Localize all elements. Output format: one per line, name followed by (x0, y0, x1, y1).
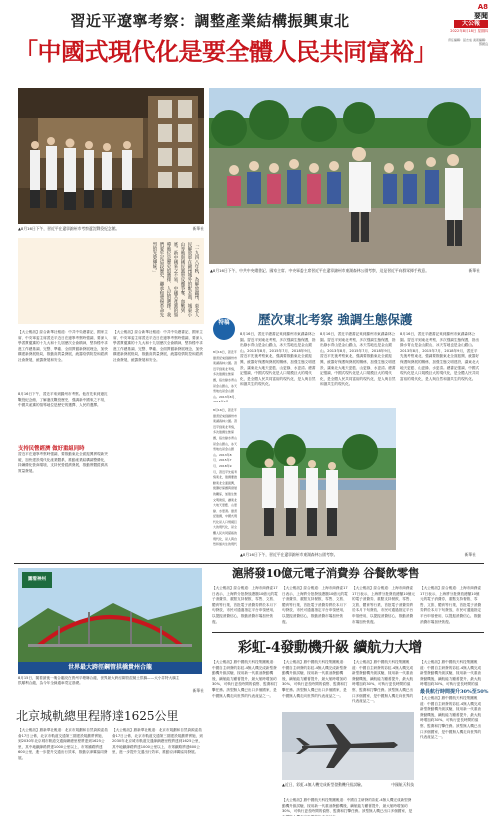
shenzhou-logo (22, 572, 52, 588)
feature-body-col-1: 8月16日，習近平總書記來到錦州市東湖森林公園。習近平到東北考察，多次強調生態保護，指出綠水青山是金山銀山，冰天雪地也是金山銀山。2013年8月、2015年7月、2018年9月，習近平先後考察東北，強調要推動東北全面振興，統籌好保護與發展的關係，加強生態文明建設，讓東北大地天更藍、山更綠、水更清。總書記強調，中國式現代化是人口規模巨大的現代化，是全體人民共同富裕的現代化，是人與自然和諧共生的現代化。 (240, 332, 316, 387)
park-caption-credit: 新華社 (468, 268, 480, 273)
section-name: 要聞 (474, 11, 488, 20)
feature-body-col-5: 8月16日，習近平總書記來到錦州市東湖森林公園。習近平到東北考察，多次強調生態保護，指出綠水青山是金山銀山，冰天雪地也是金山銀山。2013年8月、2015年7月、2018年9月，習近平先後考察東北，強調要推動東北全面振興，統籌好保護與發展的關係，加強生態文明建設，讓東北大地天更藍、山更綠、水更清。總書記強調，中國式現代化是人口規模巨大的現代化，是全體人民共同富裕的現代化，是人與自然和諧共生的現代 (213, 408, 237, 547)
museum-photo-caption (18, 226, 204, 232)
shenzhou-logo-text: 圖看神州 (28, 577, 46, 582)
uav-caption-credit: 中國航天科技 (391, 782, 414, 787)
lead-kicker: 習近平遼寧考察：調整產業結構振興東北 (70, 12, 350, 30)
feature-caption-text: ▲8月16日下午，習近平在遼寧錦州市東湖森林公園考察。 (240, 552, 338, 557)
consumer-body-col-2: 【大公報訊】綜合報道：上海市商務委17日表示，上海將分批發放總額10億元的電子消費券，重點支持餐飲、零售、文旅、體育等行業，首批電子消費券將於本月下旬發放，市民可通過指定平台申領使用，以提振消費信心，推動消費市場加快恢復。 (282, 586, 348, 624)
lead-body-col-1: 【大公報訊】綜合新華社報道：中共中央總書記、國家主席、中央軍委主席習近平近日在遼寧考察時強調，要深入學習貫徹黨的十九大和十九屆歷次全會精神，堅持穩中求進工作總基調，完整、準確、全面貫徹新發展理念，加快構建新發展格局，推動高質量發展，統籌疫情防控和經濟社會發展，統籌發展和安全。 (18, 330, 108, 362)
uav-caption-text: ▲近日，彩虹-4無人機完成新型發動機升級試驗。 (282, 782, 365, 787)
section-code: A8 (477, 3, 488, 11)
museum-caption-credit: 新華社 (192, 226, 204, 231)
quote-box (18, 238, 204, 324)
consumer-body-col-1: 【大公報訊】綜合報道：上海市商務委17日表示，上海將分批發放總額10億元的電子消費券，重點支持餐飲、零售、文旅、體育等行業，首批電子消費券將於本月下旬發放，市民可通過指定平台申領使用，以提振消費信心，推動消費市場加快恢復。 (212, 586, 278, 624)
feature-caption-credit: 新華社 (464, 552, 476, 557)
editor-line: 責任編輯：屈志成 美術編輯：鄧國良 (448, 38, 488, 46)
museum-caption-text: ▲8月16日下午，習近平在遼寧錦州市考察遼沈戰役紀念館。 (18, 226, 120, 231)
feature-title: 歷次東北考察 強調生態保護 (258, 312, 413, 327)
park-caption-text: ▲8月16日下午，中共中央總書記、國家主席、中央軍委主席習近平在遼寧錦州市東湖森林公園考察，這是習近平向群眾揮手致意。 (210, 268, 429, 273)
tech-body-col-1: 【大公報訊】據中國航天科技集團報道：中國自主研發的彩虹-4無人機完成新型發動機升級試驗，採用新一代重油發動機後，續航能力顯著提升，最大航時增加約30%，可執行更長時間的偵察、監測和打擊任務。該型無人機已出口多個國家，是中國無人機走向世界的代表產品之一。 (212, 660, 278, 698)
park-photo-caption (210, 268, 480, 280)
tech-body-col-4: 【大公報訊】據中國航天科技集團報道：中國自主研發的彩虹-4無人機完成新型發動機升級試驗，採用新一代重油發動機後，續航能力顯著提升，最大航時增加約30%，可執行更長時間的偵 (420, 660, 482, 686)
tech-body-col-5: 【大公報訊】據中國航天科技集團報道：中國自主研發的彩虹-4無人機完成新型發動機升級試驗，採用新一代重油發動機後，續航能力顯著提升，最大航時增加約30%，可執行更長時間的偵察、監測和打擊任務。該型無人機已出口多個國家，是中國無人機走向世界的代表產品之一。 (420, 696, 482, 740)
lead-body-col-3: 習近平在遼寧考察時強調，要推動東北全面振興實現新突破，加快建設現代化產業體系，推動產業結構調整優化，持續優化營商環境，支持民營經濟發展，推動實體經濟高質量發展。 (18, 452, 108, 473)
shenzhou-credit: 新華社 (192, 688, 204, 693)
feature-photo (240, 408, 396, 550)
tech-subhead: 最長航行時間提升30%至50% (420, 689, 489, 695)
lead-body-col-4: 【大公報訊】綜合新華社報道：中共中央總書記、國家主席、中央軍委主席習近平近日在遼寧考察時強調，要深入學習貫徹黨的十九大和十九屆歷次全會精神，堅持穩中求進工作總基調，完整、準確、全面貫徹新發展理念，加快構建新發展格局，推動高質量發展，統籌疫情防控和經濟社會發展，統籌發展和安全。 (113, 330, 203, 362)
rail-title: 北京城軌總里程將達1625公里 (16, 709, 179, 723)
park-photo (209, 88, 481, 264)
feature-badge (213, 318, 235, 340)
tech-title: 彩虹-4發動機升級 續航力大增 (238, 640, 422, 656)
feature-body-col-2: 8月16日，習近平總書記來到錦州市東湖森林公園。習近平到東北考察，多次強調生態保護，指出綠水青山是金山銀山，冰天雪地也是金山銀山。2013年8月、2015年7月、2018年9月，習近平先後考察東北，強調要推動東北全面振興，統籌好保護與發展的關係，加強生態文明建設，讓東北大地天更藍、山更綠、水更清。總書記強調，中國式現代化是人口規模巨大的現代化，是全體人民共同富裕的現代化，是人與自然和諧共生的現代化。 (320, 332, 396, 387)
consumer-body-col-3: 【大公報訊】綜合報道：上海市商務委17日表示，上海將分批發放總額10億元的電子消費券，重點支持餐飲、零售、文旅、體育等行業，首批電子消費券將於本月下旬發放，市民可通過指定平台申領使用，以提振消費信心，推動消費市場加快恢復。 (352, 586, 416, 624)
uav-photo (282, 712, 414, 780)
section-divider (14, 563, 484, 564)
quote-text: 「一九四八年秋，為解放錦州，東北人民解放軍在錦州城外的配水池、城東小山等地與國民黨軍反覆爭奪，血戰到底。新中國來之不易，中國共產黨的領導地位是歷史的選擇、人民的選擇。我們要牢記這段歷史，繼承和發揚革命先烈的光榮傳統。」 (152, 242, 199, 317)
lead-headline: 「中國式現代化是要全體人民共同富裕」 (14, 37, 437, 66)
consumer-title: 滬將發10億元電子消費券 谷餐飲零售 (232, 566, 420, 580)
tech-body-col-2: 【大公報訊】據中國航天科技集團報道：中國自主研發的彩虹-4無人機完成新型發動機升級試驗，採用新一代重油發動機後，續航能力顯著提升，最大航時增加約30%，可執行更長時間的偵察、監測和打擊任務。該型無人機已出口多個國家，是中國無人機走向世界的代表產品之一。 (282, 660, 348, 698)
rail-body-col-2: 【大公報訊】據新華社報道：北京市規劃和自然資源委員會17日公佈，北京市軌道交通第三期建設規劃將實施，到2030年北京城市軌道交通線網總里程將達到1625公里，其中地鐵線路將達1000公里以上，市郊鐵路將達600公里，進一步提升交通出行效率，推動京津冀協同發展。 (112, 728, 203, 755)
feature-body-col-4: 8月16日，習近平總書記來到錦州市東湖森林公園。習近平到東北考察，多次強調生態保護，指出綠水青山是金山銀山，冰天雪地也是金山銀山。2013年8月、 (213, 350, 238, 399)
rail-body-col-1: 【大公報訊】據新華社報道：北京市規劃和自然資源委員會17日公佈，北京市軌道交通第三期建設規劃將實施，到2030年北京城市軌道交通線網總里程將達到1625公里，其中地鐵線路將達1000公里以上，市郊鐵路將達600公里，進一步提升交通出行效率，推動京津冀協同發展。 (18, 728, 108, 760)
tech-body-col-6: 【大公報訊】據中國航天科技集團報道：中國自主研發的彩虹-4無人機完成新型發動機升級試驗，採用新一代重油發動機後，續航能力顯著提升，最大航時增加約30%，可執行更長時間的偵察、監測和打擊任務。該型無人機已出口多個國家，是 (282, 798, 413, 814)
lead-body-col-2: 8月16日下午，習近平來到錦州市考察。他首先來到遼沈戰役紀念館，了解遼沈戰役歷史，強調新中國來之不易，中國共產黨的領導地位是歷史的選擇、人民的選擇。 (18, 392, 108, 408)
shenzhou-block (18, 568, 202, 674)
uav-photo-caption (282, 782, 414, 796)
feature-body-col-3: 8月16日，習近平總書記來到錦州市東湖森林公園。習近平到東北考察，多次強調生態保護，指出綠水青山是金山銀山，冰天雪地也是金山銀山。2013年8月、2015年7月、2018年9月，習近平先後考察東北，強調要推動東北全面振興，統籌好保護與發展的關係，加強生態文明建設，讓東北大地天更藍、山更綠、水更清。總書記強調，中國式現代化是人口規模巨大的現代化，是全體人民共同富裕的現代化，是人與自然和諧共生的現代化。 (400, 332, 480, 381)
date-line: 2022年8月18日 星期四 (450, 29, 488, 33)
consumer-divider (212, 632, 484, 633)
feature-badge-label: 特稿 (218, 320, 230, 326)
consumer-body-col-4: 【大公報訊】綜合報道：上海市商務委17日表示，上海將分批發放總額10億元的電子消費券，重點支持餐飲、零售、文旅、體育等行業，首批電子消費券將於本月下旬發放，市民可通過指定平台申領使用，以提振消費信心，推動消費市場加快恢復。 (420, 586, 482, 624)
museum-photo (18, 88, 204, 224)
shenzhou-caption-body: 8月15日，隨着最後一塊合龍段在貴州平塘縣合龍，世界最大跨徑鋼管混凝土拱橋——大小井特大橋主拱順利合龍，為今年全線通車奠定基礎。 (18, 676, 180, 685)
tech-body-col-3: 【大公報訊】據中國航天科技集團報道：中國自主研發的彩虹-4無人機完成新型發動機升級試驗，採用新一代重油發動機後，續航能力顯著提升，最大航時增加約30%，可執行更長時間的偵察、監測和打擊任務。該型無人機已出口多個國家，是中國無人機走向世界的代表產品之一。 (352, 660, 414, 704)
feature-photo-caption (240, 552, 476, 558)
brand-logo: 大公報 (454, 20, 488, 28)
shenzhou-caption-title: 世界最大跨徑鋼管拱橋貴州合龍 (18, 662, 202, 674)
lead-subhead: 支持民營經濟 做好重組同時 (18, 446, 85, 452)
